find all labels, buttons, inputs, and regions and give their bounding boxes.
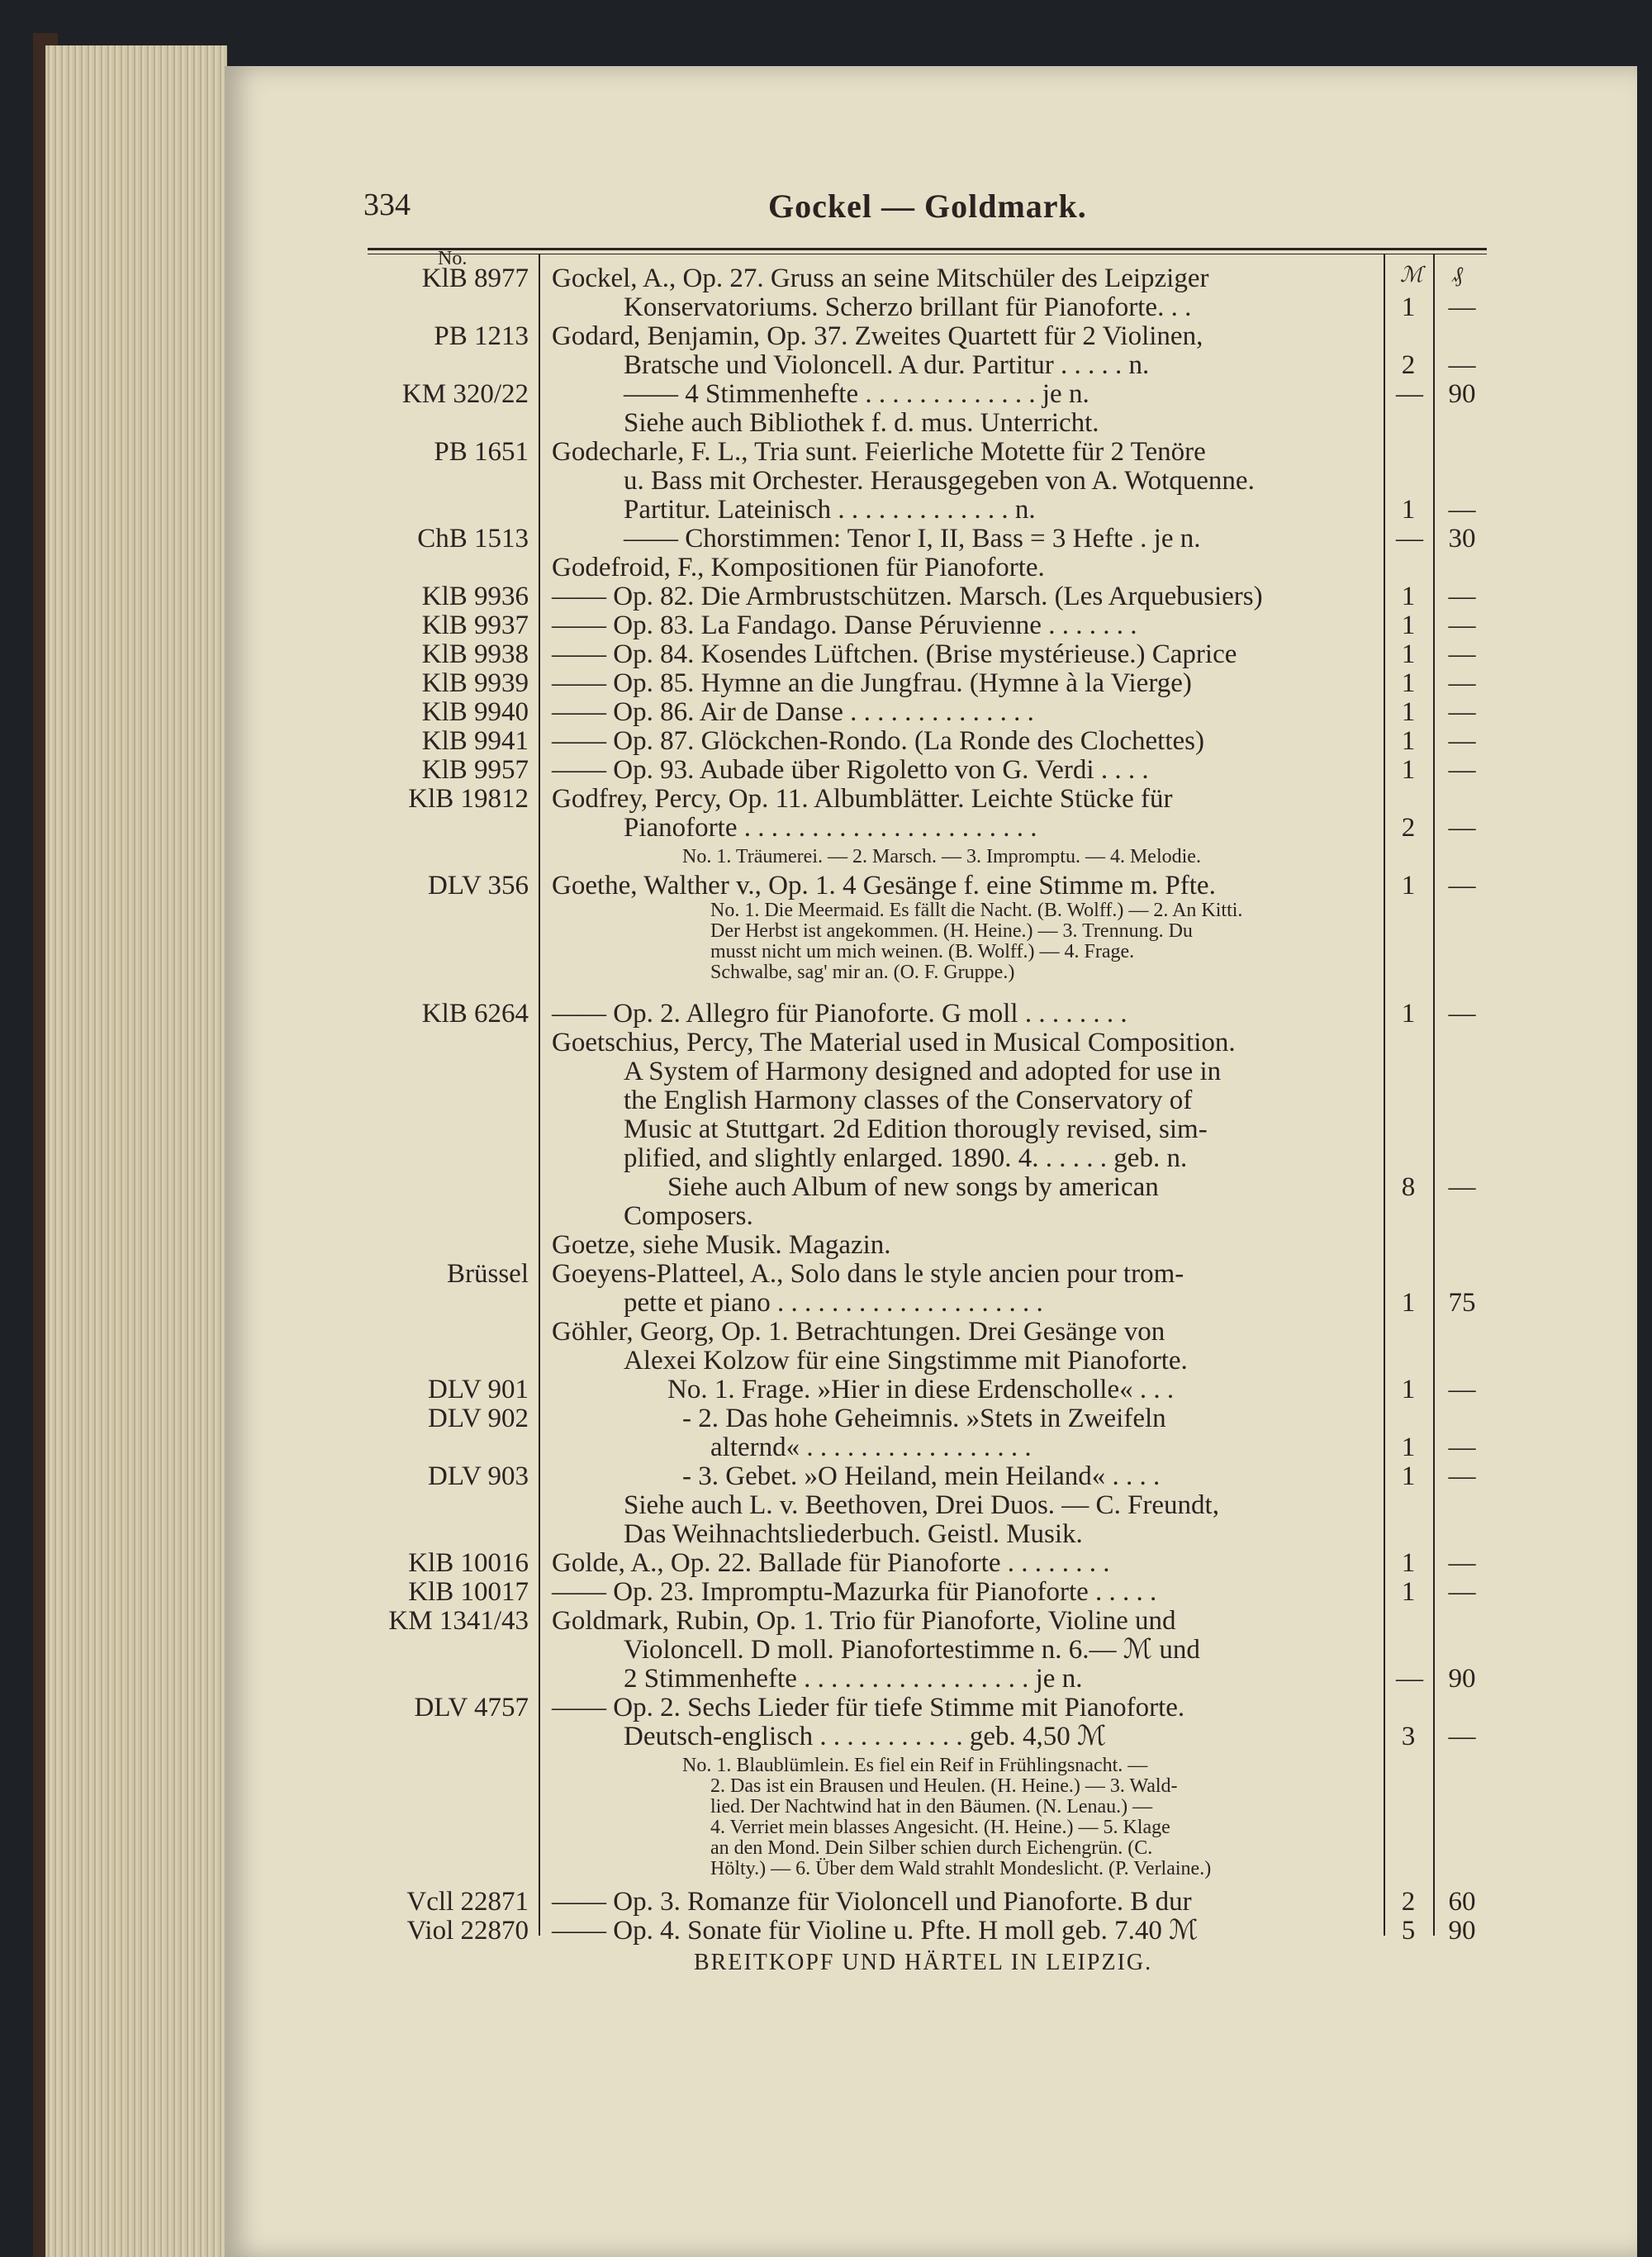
entry-text: Das Weihnachtsliederbuch. Geistl. Musik.	[624, 1519, 1083, 1549]
entry-text: Composers.	[624, 1201, 753, 1231]
catalog-number: KlB 9940	[421, 697, 529, 727]
catalog-number: KM 320/22	[401, 379, 529, 409]
price-mark: —	[1396, 379, 1423, 409]
price-mark: 1	[1401, 611, 1416, 640]
entry-text: —— Op. 23. Impromptu-Mazurka für Pianoforte . . . . .	[552, 1577, 1157, 1607]
catalog-row	[0, 1260, 1652, 1288]
catalog-row	[0, 1462, 1652, 1490]
catalog-number: KlB 8977	[421, 264, 529, 293]
price-pfennig: —	[1448, 350, 1476, 380]
catalog-row	[0, 1376, 1652, 1404]
entry-text: Partitur. Lateinisch . . . . . . . . . . . . . n.	[624, 495, 1036, 525]
price-mark: 1	[1401, 1577, 1416, 1607]
catalog-row	[0, 1433, 1652, 1461]
catalog-row	[0, 958, 1652, 986]
entry-text: 2 Stimmenhefte . . . . . . . . . . . . . . . . . je n.	[624, 1664, 1083, 1694]
price-pfennig: —	[1448, 639, 1476, 669]
entry-text: Music at Stuttgart. 2d Edition thorougly revised, sim-	[624, 1114, 1208, 1144]
price-mark: 1	[1401, 697, 1416, 727]
entry-text: Göhler, Georg, Op. 1. Betrachtungen. Drei Gesänge von	[552, 1317, 1165, 1347]
catalog-row	[0, 264, 1652, 292]
price-mark: 8	[1401, 1172, 1416, 1202]
catalog-number: KlB 9937	[421, 611, 529, 640]
entry-text: plified, and slightly enlarged. 1890. 4. . . . . . geb. n.	[624, 1143, 1188, 1173]
mark-column-label: ℳ	[1400, 263, 1423, 287]
catalog-number: KlB 9941	[421, 726, 529, 756]
entry-text: —— Op. 93. Aubade über Rigoletto von G. Verdi . . . .	[552, 755, 1149, 785]
catalog-row	[0, 496, 1652, 524]
catalog-number: PB 1213	[434, 321, 529, 351]
price-mark: 1	[1401, 639, 1416, 669]
catalog-row	[0, 1607, 1652, 1635]
catalog-row	[0, 1086, 1652, 1114]
price-mark: 1	[1401, 999, 1416, 1029]
catalog-row	[0, 814, 1652, 842]
entry-text: 4. Verriet mein blasses Angesicht. (H. Heine.) — 5. Klage	[710, 1817, 1170, 1838]
entry-text: Alexei Kolzow für eine Singstimme mit Pianoforte.	[624, 1346, 1188, 1376]
entry-text: Godefroid, F., Kompositionen für Pianoforte.	[552, 553, 1045, 582]
catalog-row	[0, 1520, 1652, 1548]
catalog-row	[0, 611, 1652, 639]
entry-text: —— Chorstimmen: Tenor I, II, Bass = 3 Hefte . je n.	[624, 524, 1201, 554]
entry-text: No. 1. Die Meermaid. Es fällt die Nacht. (B. Wolff.) — 2. An Kitti.	[710, 900, 1243, 921]
entry-text: No. 1. Frage. »Hier in diese Erdenscholle« . . .	[667, 1375, 1175, 1404]
catalog-row	[0, 467, 1652, 495]
price-mark: 1	[1401, 1375, 1416, 1404]
price-pfennig: —	[1448, 755, 1476, 785]
entry-text: —— Op. 87. Glöckchen-Rondo. (La Ronde des Clochettes)	[552, 726, 1205, 756]
catalog-row	[0, 756, 1652, 784]
price-mark: 1	[1401, 668, 1416, 698]
catalog-number: KlB 6264	[421, 999, 529, 1029]
entry-text: Goetze, siehe Musik. Magazin.	[552, 1230, 891, 1260]
catalog-number: DLV 4757	[414, 1693, 529, 1722]
entry-text: lied. Der Nachtwind hat in den Bäumen. (N. Lenau.) —	[710, 1796, 1153, 1817]
catalog-number: KM 1341/43	[388, 1606, 529, 1636]
entry-text: Pianoforte . . . . . . . . . . . . . . . . . . . . . .	[624, 813, 1037, 843]
price-mark: 1	[1401, 871, 1416, 900]
catalog-row	[0, 1029, 1652, 1057]
entry-text: —— Op. 85. Hymne an die Jungfrau. (Hymne à la Vierge)	[552, 668, 1192, 698]
price-pfennig: —	[1448, 1172, 1476, 1202]
catalog-number: Brüssel	[447, 1259, 529, 1289]
catalog-row	[0, 1491, 1652, 1519]
entry-text: —— 4 Stimmenhefte . . . . . . . . . . . . . je n.	[624, 379, 1089, 409]
entry-text: - 3. Gebet. »O Heiland, mein Heiland« . . . .	[682, 1461, 1161, 1491]
catalog-row	[0, 640, 1652, 668]
entry-text: Bratsche und Violoncell. A dur. Partitur . . . . . n.	[624, 350, 1150, 380]
entry-text: No. 1. Träumerei. — 2. Marsch. — 3. Impromptu. — 4. Melodie.	[682, 846, 1201, 867]
entry-text: —— Op. 2. Allegro für Pianoforte. G moll . . . . . . . .	[552, 999, 1127, 1029]
entry-text: Deutsch-englisch . . . . . . . . . . . geb. 4,50 ℳ	[624, 1722, 1107, 1751]
catalog-row	[0, 1888, 1652, 1916]
catalog-row	[0, 1404, 1652, 1433]
price-pfennig: —	[1448, 871, 1476, 900]
price-pfennig: —	[1448, 1375, 1476, 1404]
publisher-footer: BREITKOPF UND HÄRTEL IN LEIPZIG.	[694, 1950, 1153, 1975]
entry-text: No. 1. Blaublümlein. Es fiel ein Reif in Frühlingsnacht. —	[682, 1755, 1148, 1776]
catalog-row	[0, 409, 1652, 437]
price-mark: 1	[1401, 1288, 1416, 1318]
catalog-row	[0, 1665, 1652, 1693]
catalog-number: KlB 9936	[421, 582, 529, 611]
catalog-row	[0, 1549, 1652, 1577]
entry-text: pette et piano . . . . . . . . . . . . . . . . . . . .	[624, 1288, 1043, 1318]
catalog-row	[0, 1202, 1652, 1230]
entry-text: Godard, Benjamin, Op. 37. Zweites Quartett für 2 Violinen,	[552, 321, 1203, 351]
catalog-row	[0, 554, 1652, 582]
price-mark: 2	[1401, 350, 1416, 380]
catalog-row	[0, 1000, 1652, 1028]
catalog-row	[0, 785, 1652, 813]
price-pfennig: —	[1448, 726, 1476, 756]
entry-text: Hölty.) — 6. Über dem Wald strahlt Mondeslicht. (P. Verlaine.)	[710, 1858, 1212, 1879]
catalog-number: KlB 9939	[421, 668, 529, 698]
catalog-row	[0, 1144, 1652, 1172]
catalog-number: Viol 22870	[406, 1916, 529, 1946]
catalog-number: PB 1651	[434, 437, 529, 467]
catalog-row	[0, 1057, 1652, 1086]
catalog-row	[0, 669, 1652, 697]
entry-text: Konservatoriums. Scherzo brillant für Pianoforte. . .	[624, 292, 1192, 322]
price-mark: 1	[1401, 755, 1416, 785]
entry-text: —— Op. 2. Sechs Lieder für tiefe Stimme mit Pianoforte.	[552, 1693, 1185, 1722]
catalog-row	[0, 1318, 1652, 1346]
entry-text: - 2. Das hohe Geheimnis. »Stets in Zweifeln	[682, 1404, 1166, 1433]
price-mark: 1	[1401, 1433, 1416, 1462]
entry-text: Siehe auch Album of new songs by american	[667, 1172, 1159, 1202]
price-pfennig: —	[1448, 611, 1476, 640]
entry-text: musst nicht um mich weinen. (B. Wolff.) — 4. Frage.	[710, 941, 1135, 962]
no-column-label: No.	[438, 248, 468, 269]
price-mark: 5	[1401, 1916, 1416, 1946]
entry-text: Goethe, Walther v., Op. 1. 4 Gesänge f. eine Stimme m. Pfte.	[552, 871, 1216, 900]
price-pfennig: —	[1448, 495, 1476, 525]
catalog-number: ChB 1513	[417, 524, 529, 554]
catalog-number: KlB 9957	[421, 755, 529, 785]
catalog-row	[0, 1722, 1652, 1751]
entry-text: Golde, A., Op. 22. Ballade für Pianoforte . . . . . . . .	[552, 1548, 1110, 1578]
entry-text: Siehe auch Bibliothek f. d. mus. Unterricht.	[624, 408, 1099, 438]
page-title: Gockel — Goldmark.	[768, 188, 1087, 225]
catalog-number: DLV 902	[428, 1404, 529, 1433]
entry-text: —— Op. 83. La Fandago. Danse Péruvienne . . . . . . .	[552, 611, 1137, 640]
entry-text: Goldmark, Rubin, Op. 1. Trio für Pianoforte, Violine und	[552, 1606, 1176, 1636]
price-mark: 3	[1401, 1722, 1416, 1751]
entry-text: —— Op. 84. Kosendes Lüftchen. (Brise mystérieuse.) Caprice	[552, 639, 1237, 669]
entry-text: A System of Harmony designed and adopted for use in	[624, 1057, 1222, 1086]
price-pfennig: —	[1448, 1433, 1476, 1462]
entry-text: Goetschius, Percy, The Material used in Musical Composition.	[552, 1028, 1236, 1057]
price-pfennig: —	[1448, 813, 1476, 843]
price-pfennig: —	[1448, 582, 1476, 611]
entry-text: Godecharle, F. L., Tria sunt. Feierliche Motette für 2 Tenöre	[552, 437, 1206, 467]
header-rule	[368, 248, 1487, 250]
entry-text: Violoncell. D moll. Pianofortestimme n. 6.— ℳ und	[624, 1635, 1200, 1665]
price-pfennig: —	[1448, 1722, 1476, 1751]
catalog-row	[0, 1173, 1652, 1201]
price-pfennig: 30	[1448, 524, 1476, 554]
entry-text: alternd« . . . . . . . . . . . . . . . . .	[710, 1433, 1032, 1462]
page-number: 334	[363, 188, 411, 222]
catalog-row	[0, 1347, 1652, 1375]
catalog-number: Vcll 22871	[406, 1887, 529, 1917]
catalog-row	[0, 727, 1652, 755]
catalog-row	[0, 438, 1652, 466]
price-mark: 1	[1401, 1548, 1416, 1578]
price-pfennig: 90	[1448, 1664, 1476, 1694]
catalog-row	[0, 380, 1652, 408]
catalog-number: KlB 9938	[421, 639, 529, 669]
price-mark: —	[1396, 524, 1423, 554]
catalog-row	[0, 1917, 1652, 1945]
catalog-row	[0, 582, 1652, 611]
catalog-row	[0, 1115, 1652, 1143]
catalog-row	[0, 351, 1652, 379]
catalog-number: DLV 901	[428, 1375, 529, 1404]
entry-text: —— Op. 82. Die Armbrustschützen. Marsch. (Les Arquebusiers)	[552, 582, 1263, 611]
price-pfennig: —	[1448, 292, 1476, 322]
entry-text: —— Op. 4. Sonate für Violine u. Pfte. H moll geb. 7.40 ℳ	[552, 1916, 1199, 1946]
entry-text: —— Op. 86. Air de Danse . . . . . . . . . . . . . .	[552, 697, 1034, 727]
price-pfennig: —	[1448, 1461, 1476, 1491]
catalog-row	[0, 322, 1652, 350]
price-pfennig: —	[1448, 1548, 1476, 1578]
price-mark: 2	[1401, 813, 1416, 843]
price-pfennig: —	[1448, 697, 1476, 727]
price-pfennig: —	[1448, 668, 1476, 698]
price-pfennig: 90	[1448, 1916, 1476, 1946]
entry-text: Godfrey, Percy, Op. 11. Albumblätter. Leichte Stücke für	[552, 784, 1173, 814]
entry-text: u. Bass mit Orchester. Herausgegeben von A. Wotquenne.	[624, 466, 1255, 496]
entry-text: Gockel, A., Op. 27. Gruss an seine Mitschüler des Leipziger	[552, 264, 1209, 293]
catalog-row	[0, 1231, 1652, 1259]
entry-text: an den Mond. Dein Silber schien durch Eichengrün. (C.	[710, 1837, 1153, 1859]
catalog-row	[0, 293, 1652, 321]
price-mark: —	[1396, 1664, 1423, 1694]
entry-text: the English Harmony classes of the Conservatory of	[624, 1086, 1193, 1115]
price-pfennig: 60	[1448, 1887, 1476, 1917]
catalog-row	[0, 872, 1652, 900]
price-mark: 1	[1401, 292, 1416, 322]
price-pfennig: —	[1448, 999, 1476, 1029]
catalog-number: KlB 10017	[408, 1577, 529, 1607]
price-mark: 1	[1401, 1461, 1416, 1491]
catalog-row	[0, 698, 1652, 726]
price-pfennig: —	[1448, 1577, 1476, 1607]
entry-text: Schwalbe, sag' mir an. (O. F. Gruppe.)	[710, 962, 1015, 983]
catalog-row	[0, 1855, 1652, 1883]
entry-text: Der Herbst ist angekommen. (H. Heine.) — 3. Trennung. Du	[710, 920, 1193, 942]
price-mark: 2	[1401, 1887, 1416, 1917]
entry-text: Goeyens-Platteel, A., Solo dans le style ancien pour trom-	[552, 1259, 1184, 1289]
entry-text: Siehe auch L. v. Beethoven, Drei Duos. — C. Freundt,	[624, 1490, 1219, 1520]
catalog-number: DLV 903	[428, 1461, 529, 1491]
price-pfennig: 90	[1448, 379, 1476, 409]
catalog-row	[0, 843, 1652, 871]
catalog-row	[0, 1636, 1652, 1664]
price-pfennig: 75	[1448, 1288, 1476, 1318]
catalog-row	[0, 525, 1652, 553]
price-mark: 1	[1401, 495, 1416, 525]
catalog-row	[0, 1289, 1652, 1317]
price-mark: 1	[1401, 726, 1416, 756]
catalog-number: DLV 356	[428, 871, 529, 900]
entry-text: 2. Das ist ein Brausen und Heulen. (H. Heine.) — 3. Wald-	[710, 1775, 1178, 1797]
entry-text: —— Op. 3. Romanze für Violoncell und Pianoforte. B dur	[552, 1887, 1192, 1917]
catalog-row	[0, 1694, 1652, 1722]
price-mark: 1	[1401, 582, 1416, 611]
catalog-number: KlB 10016	[408, 1548, 529, 1578]
catalog-number: KlB 19812	[408, 784, 529, 814]
pf-column-label: ₰	[1452, 263, 1463, 287]
catalog-row	[0, 1578, 1652, 1606]
